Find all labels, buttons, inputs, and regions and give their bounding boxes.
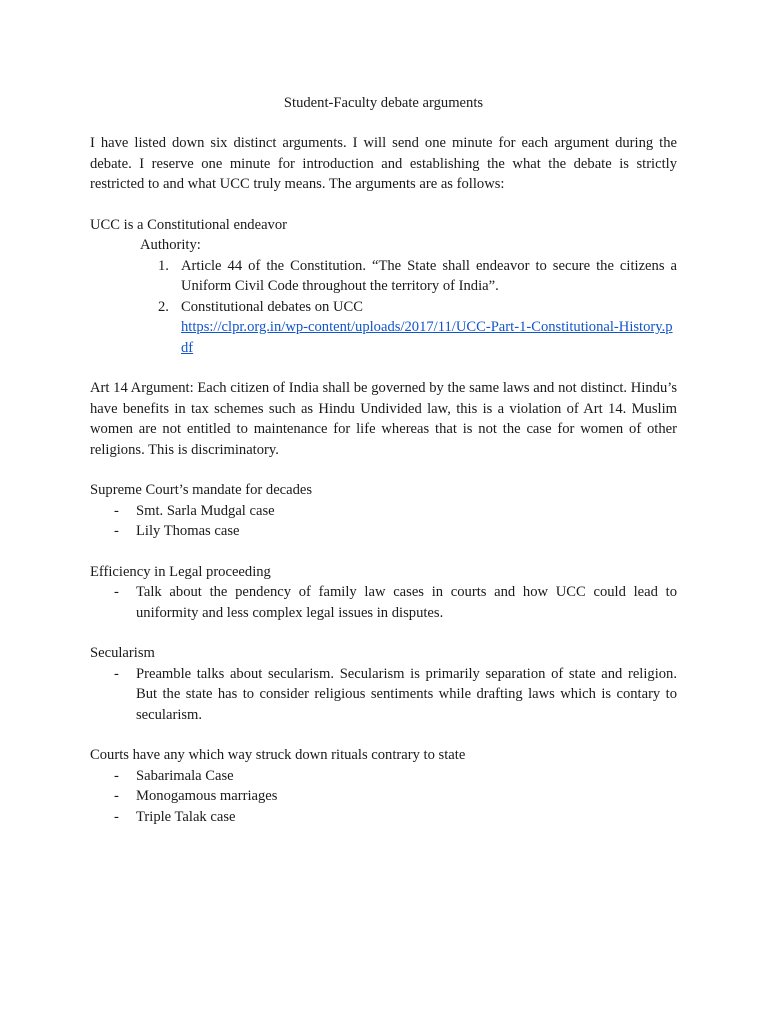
list-item [90,297,677,359]
list-item [90,501,677,522]
dash-bullet: - [114,584,119,600]
list-item-text: Talk about the pendency of family law cases in courts and how UCC could lead to uniformity and less complex legal issues in disputes. [136,584,677,621]
dash-bullet: - [114,788,119,804]
constitutional-history-link[interactable]: https://clpr.org.in/wp-content/uploads/2017/11/UCC-Part-1-Constitutional-History.pdf [181,319,673,356]
section-heading: Courts have any which way struck down rituals contrary to state [90,747,466,763]
section-subheading: Authority: [140,237,201,253]
list-item [90,521,677,542]
dash-bullet: - [114,808,119,825]
section-heading: Efficiency in Legal proceeding [90,563,271,580]
document-page [90,93,677,847]
dash-bullet: - [114,665,119,682]
list-item [90,807,677,828]
section-constitutional-endeavor [90,215,677,359]
section-courts-rituals [90,745,677,827]
list-item-text: Sabarimala Case [136,767,234,784]
section-heading: UCC is a Constitutional endeavor [90,216,287,233]
bullet-list [90,766,677,828]
art14-paragraph: Art 14 Argument: Each citizen of India shall be governed by the same laws and not distinct. Hindu’s have benefits in tax schemes such as Hindu Undivided law, this is a violation of Art 14. Muslim women are not entitled to maintenance for life whereas that is not the case for women of other religions. This is discriminatory. [90,380,677,458]
list-item [90,582,677,623]
document-title: Student-Faculty debate arguments [283,95,484,111]
intro-paragraph: I have listed down six distinct arguments. I will send one minute for each argument during the debate. I reserve one minute for introduction and establishing the what the debate is strictly restricted to and what UCC truly means. The arguments are as follows: [90,135,677,192]
list-item-text: Article 44 of the Constitution. “The State shall endeavor to secure the citizens a Uniform Civil Code throughout the territory of India”. [181,257,677,294]
list-item [90,786,677,807]
list-item [90,664,677,726]
dash-bullet: - [114,502,119,519]
authority-list [90,256,677,359]
dash-bullet: - [114,767,119,784]
list-item [90,256,677,297]
list-item-text: Constitutional debates on UCC [181,298,364,315]
section-heading: Secularism [90,645,155,661]
list-item-text: Smt. Sarla Mudgal case [136,502,275,519]
section-supreme-court [90,480,677,542]
list-item-text: Triple Talak case [136,808,236,825]
dash-bullet: - [114,523,119,539]
section-efficiency [90,562,677,624]
list-number: 2. [158,298,169,315]
list-item-text: Lily Thomas case [136,523,240,539]
bullet-list [90,582,677,623]
list-number: 1. [158,257,169,274]
bullet-list [90,501,677,542]
section-secularism [90,643,677,725]
list-item [90,766,677,787]
section-heading: Supreme Court’s mandate for decades [90,482,313,498]
bullet-list [90,664,677,726]
list-item-text: Monogamous marriages [136,788,278,804]
list-item-text: Preamble talks about secularism. Secularism is primarily separation of state and religion. But the state has to consider religious sentiments while drafting laws which is contary to secularism. [136,665,677,723]
